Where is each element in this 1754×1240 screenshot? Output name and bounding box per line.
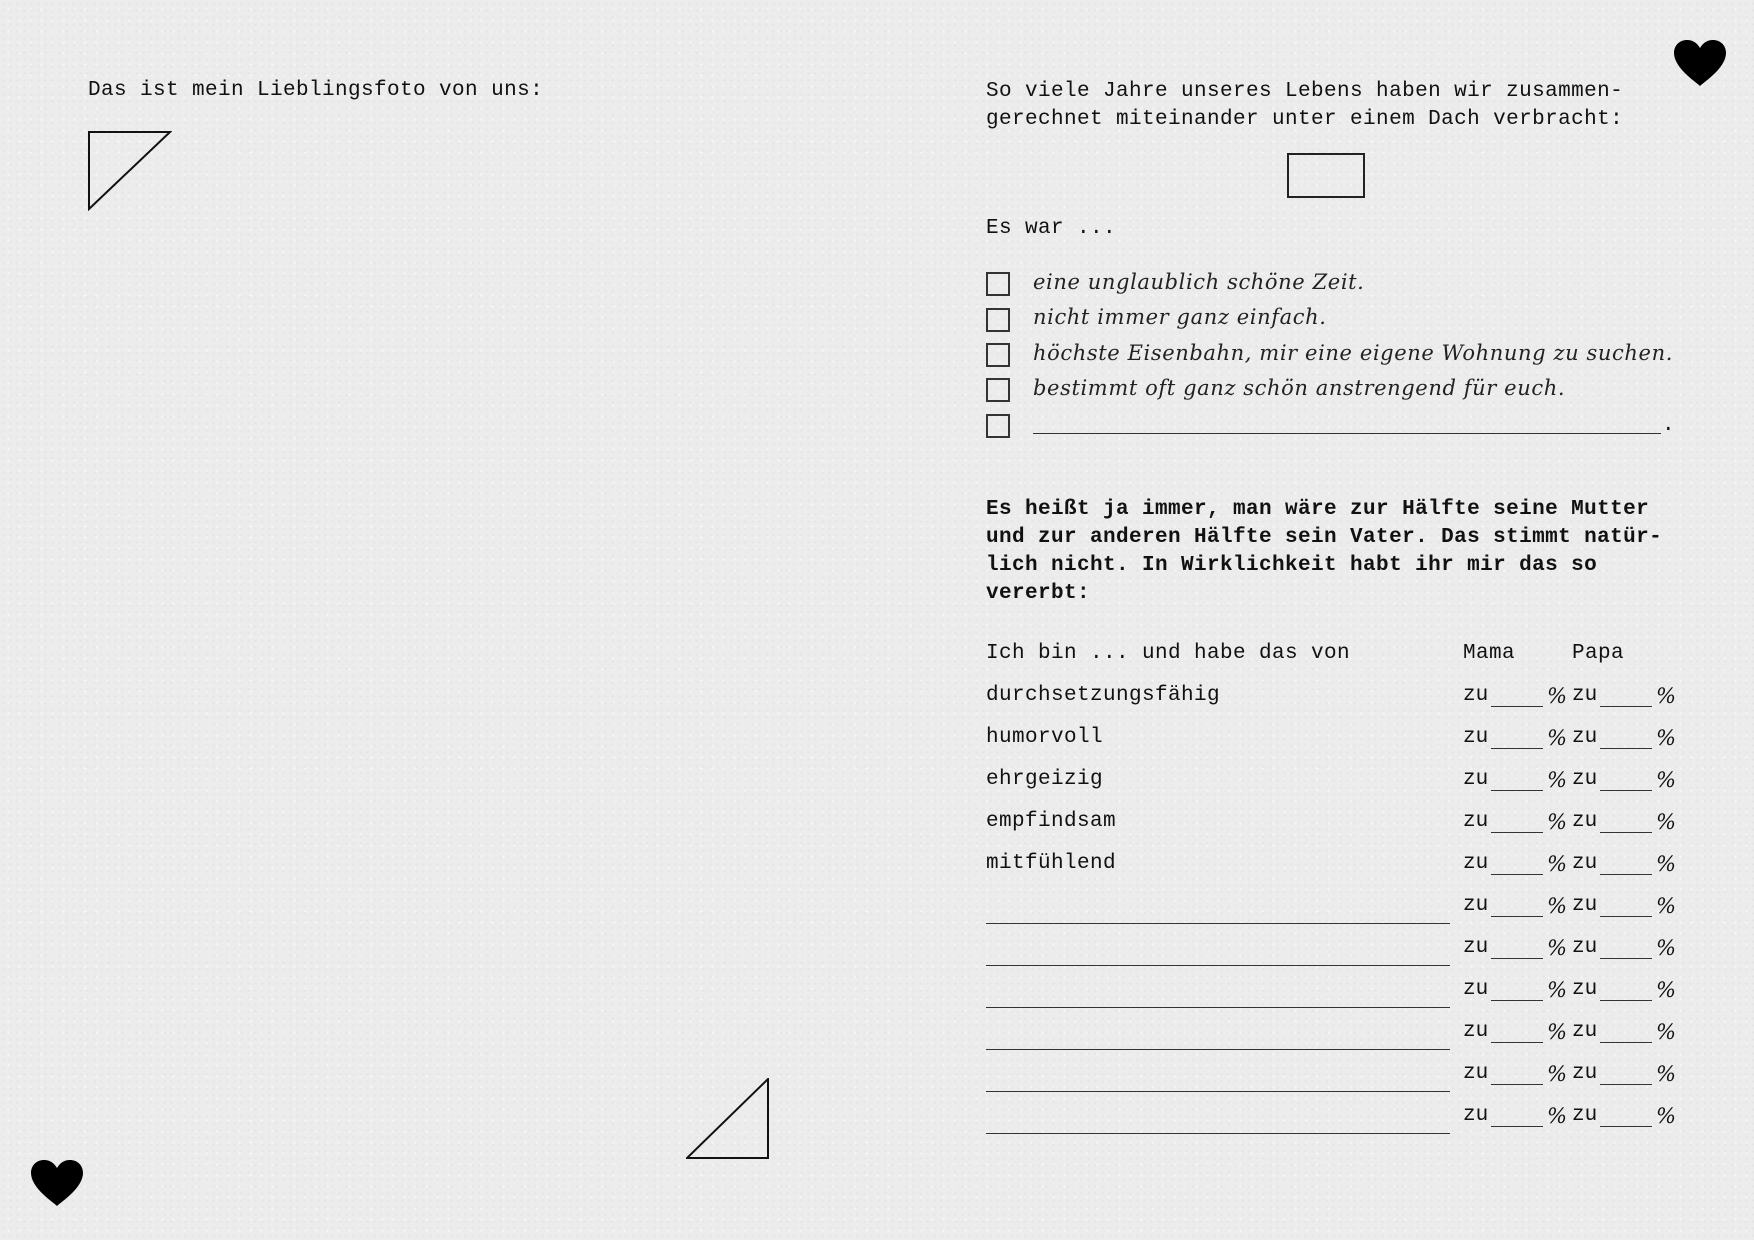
percent-blank[interactable]: [1491, 916, 1543, 917]
percent-prefix: zu: [1572, 852, 1598, 875]
table-row: [877, 726, 1754, 756]
custom-option-line[interactable]: [1033, 433, 1661, 434]
option-label-1: eine unglaublich schöne Zeit.: [1033, 270, 1365, 294]
papa-percent-field[interactable]: [1572, 1062, 1676, 1090]
percent-blank[interactable]: [1491, 1084, 1543, 1085]
percent-blank[interactable]: [1491, 1000, 1543, 1001]
custom-trait-line[interactable]: [986, 1049, 1450, 1050]
trait-label: mitfühlend: [986, 852, 1117, 875]
percent-blank[interactable]: [1600, 706, 1652, 707]
table-row: [877, 810, 1754, 840]
percent-prefix: zu: [1463, 852, 1489, 875]
custom-option-period: .: [1662, 414, 1676, 437]
mama-percent-field[interactable]: [1463, 852, 1567, 880]
percent-blank[interactable]: [1491, 790, 1543, 791]
table-row: [877, 1020, 1754, 1050]
percent-sign: %: [1656, 768, 1676, 792]
mama-percent-field[interactable]: [1463, 1104, 1567, 1132]
percent-sign: %: [1656, 1104, 1676, 1128]
percent-sign: %: [1547, 852, 1567, 876]
trait-label: durchsetzungsfähig: [986, 684, 1221, 707]
percent-prefix: zu: [1463, 684, 1489, 707]
photo-caption: Das ist mein Lieblingsfoto von uns:: [88, 79, 544, 102]
option-checkbox-1[interactable]: [986, 272, 1010, 296]
heart-icon: [29, 1158, 85, 1208]
table-row: [877, 1062, 1754, 1092]
mama-percent-field[interactable]: [1463, 768, 1567, 796]
percent-blank[interactable]: [1491, 1126, 1543, 1127]
papa-percent-field[interactable]: [1572, 684, 1676, 712]
percent-blank[interactable]: [1600, 1084, 1652, 1085]
percent-prefix: zu: [1463, 978, 1489, 1001]
percent-blank[interactable]: [1600, 916, 1652, 917]
percent-sign: %: [1656, 852, 1676, 876]
percent-blank[interactable]: [1600, 790, 1652, 791]
right-page: [877, 0, 1754, 1240]
percent-sign: %: [1656, 810, 1676, 834]
percent-sign: %: [1547, 684, 1567, 708]
mama-percent-field[interactable]: [1463, 684, 1567, 712]
percent-sign: %: [1547, 1062, 1567, 1086]
percent-prefix: zu: [1572, 1104, 1598, 1127]
percent-sign: %: [1547, 894, 1567, 918]
percent-sign: %: [1547, 936, 1567, 960]
mama-percent-field[interactable]: [1463, 936, 1567, 964]
papa-percent-field[interactable]: [1572, 852, 1676, 880]
papa-percent-field[interactable]: [1572, 1020, 1676, 1048]
papa-percent-field[interactable]: [1572, 768, 1676, 796]
table-header-mama: Mama: [1463, 642, 1516, 665]
percent-blank[interactable]: [1600, 958, 1652, 959]
percent-prefix: zu: [1572, 768, 1598, 791]
percent-prefix: zu: [1572, 978, 1598, 1001]
option-label-3: höchste Eisenbahn, mir eine eigene Wohnung zu suchen.: [1033, 341, 1673, 365]
percent-blank[interactable]: [1600, 832, 1652, 833]
percent-sign: %: [1656, 894, 1676, 918]
percent-sign: %: [1547, 978, 1567, 1002]
papa-percent-field[interactable]: [1572, 726, 1676, 754]
table-header-papa: Papa: [1572, 642, 1625, 665]
percent-blank[interactable]: [1600, 1042, 1652, 1043]
percent-prefix: zu: [1572, 810, 1598, 833]
percent-prefix: zu: [1463, 936, 1489, 959]
heredity-text: Es heißt ja immer, man wäre zur Hälfte seine Mutter und zur anderen Hälfte sein Vater. Das stimmt natür- lich nicht. In Wirklichkeit habt ihr mir das so vererbt:: [986, 498, 1663, 605]
percent-sign: %: [1547, 1104, 1567, 1128]
mama-percent-field[interactable]: [1463, 894, 1567, 922]
percent-blank[interactable]: [1491, 748, 1543, 749]
percent-prefix: zu: [1463, 894, 1489, 917]
percent-sign: %: [1656, 726, 1676, 750]
percent-blank[interactable]: [1600, 1000, 1652, 1001]
percent-sign: %: [1656, 936, 1676, 960]
percent-prefix: zu: [1463, 810, 1489, 833]
papa-percent-field[interactable]: [1572, 894, 1676, 922]
table-row: [877, 852, 1754, 882]
percent-sign: %: [1547, 768, 1567, 792]
custom-trait-line[interactable]: [986, 1133, 1450, 1134]
mama-percent-field[interactable]: [1463, 726, 1567, 754]
trait-label: humorvoll: [986, 726, 1104, 749]
percent-blank[interactable]: [1491, 1042, 1543, 1043]
years-input-box[interactable]: [1287, 153, 1365, 198]
percent-prefix: zu: [1572, 936, 1598, 959]
custom-trait-line[interactable]: [986, 965, 1450, 966]
papa-percent-field[interactable]: [1572, 978, 1676, 1006]
percent-prefix: zu: [1463, 1104, 1489, 1127]
option-checkbox-2[interactable]: [986, 308, 1010, 332]
option-label-4: bestimmt oft ganz schön anstrengend für euch.: [1033, 376, 1566, 400]
mama-percent-field[interactable]: [1463, 1020, 1567, 1048]
percent-blank[interactable]: [1600, 748, 1652, 749]
percent-prefix: zu: [1463, 768, 1489, 791]
percent-sign: %: [1547, 726, 1567, 750]
percent-blank[interactable]: [1600, 874, 1652, 875]
mama-percent-field[interactable]: [1463, 810, 1567, 838]
percent-prefix: zu: [1572, 894, 1598, 917]
es-war-label: Es war ...: [986, 217, 1117, 240]
papa-percent-field[interactable]: [1572, 936, 1676, 964]
years-question: So viele Jahre unseres Lebens haben wir zusammen- gerechnet miteinander unter einem Dach verbracht:: [986, 80, 1624, 131]
custom-trait-line[interactable]: [986, 1091, 1450, 1092]
table-row: [877, 894, 1754, 924]
percent-blank[interactable]: [1491, 874, 1543, 875]
option-checkbox-3[interactable]: [986, 343, 1010, 367]
percent-blank[interactable]: [1491, 958, 1543, 959]
percent-prefix: zu: [1463, 1020, 1489, 1043]
mama-percent-field[interactable]: [1463, 1062, 1567, 1090]
table-header-trait: Ich bin ... und habe das von: [986, 642, 1351, 665]
percent-sign: %: [1656, 1062, 1676, 1086]
trait-label: ehrgeizig: [986, 768, 1104, 791]
percent-prefix: zu: [1463, 726, 1489, 749]
option-label-2: nicht immer ganz einfach.: [1033, 305, 1327, 329]
percent-sign: %: [1656, 684, 1676, 708]
percent-prefix: zu: [1572, 684, 1598, 707]
percent-sign: %: [1547, 1020, 1567, 1044]
percent-sign: %: [1656, 978, 1676, 1002]
percent-prefix: zu: [1463, 1062, 1489, 1085]
custom-trait-line[interactable]: [986, 923, 1450, 924]
percent-prefix: zu: [1572, 726, 1598, 749]
table-row: [877, 1104, 1754, 1134]
percent-blank[interactable]: [1491, 706, 1543, 707]
mama-percent-field[interactable]: [1463, 978, 1567, 1006]
table-row: [877, 684, 1754, 714]
option-checkbox-custom[interactable]: [986, 414, 1010, 438]
custom-trait-line[interactable]: [986, 1007, 1450, 1008]
photo-area[interactable]: [88, 131, 768, 1158]
papa-percent-field[interactable]: [1572, 1104, 1676, 1132]
heart-icon: [1672, 38, 1728, 88]
table-row: [877, 768, 1754, 798]
percent-sign: %: [1656, 1020, 1676, 1044]
papa-percent-field[interactable]: [1572, 810, 1676, 838]
table-row: [877, 978, 1754, 1008]
percent-blank[interactable]: [1491, 832, 1543, 833]
percent-prefix: zu: [1572, 1062, 1598, 1085]
trait-label: empfindsam: [986, 810, 1117, 833]
option-checkbox-4[interactable]: [986, 378, 1010, 402]
percent-prefix: zu: [1572, 1020, 1598, 1043]
photo-corner-bottom-right-icon: [686, 1078, 770, 1160]
percent-blank[interactable]: [1600, 1126, 1652, 1127]
table-row: [877, 936, 1754, 966]
percent-sign: %: [1547, 810, 1567, 834]
